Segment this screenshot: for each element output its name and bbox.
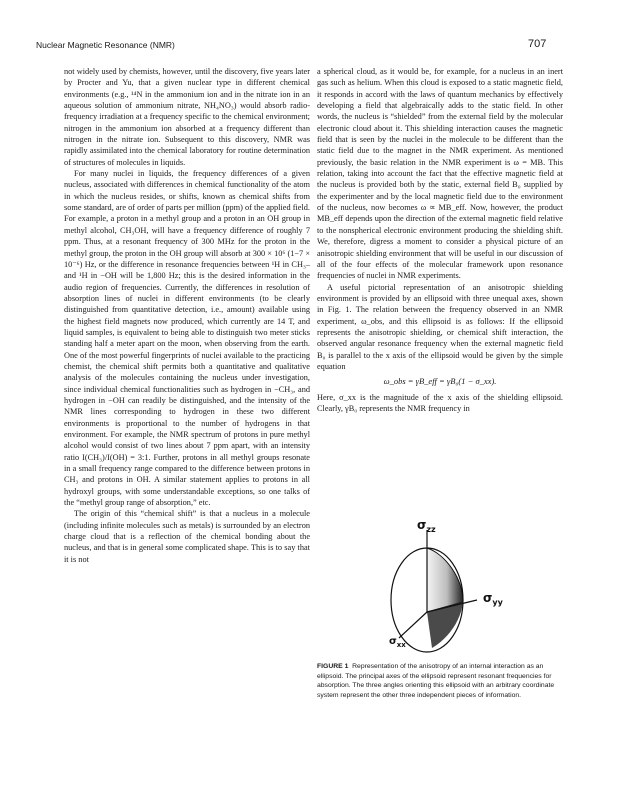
sigma-zz-label: $\sigma_{zz}$ <box>417 520 436 534</box>
paragraph: For many nuclei in liquids, the frequency differences of a given nucleus, associated with differences in chemical functionality of the atom in which the nucleus resides, or shifts, known as chemical shifts from some standard, are of order of parts per million (ppm) of the applied field. For example, a proton in a methyl group and a proton in an OH group in methyl alcohol, CH₃OH, will have a frequency difference of roughly 7 ppm. Thus, at a resonant frequency of 300 MHz for the proton in the methyl group, the proton in the OH group will absorb at 300 × 10⁶ (1−7 × 10⁻⁶) Hz, or the difference in resonance frequencies between ¹H in CH₃– and ¹H in −OH will be 1,800 Hz; this is the desired information in the audio region of frequencies. Currently, the differences in resolution of absorption lines of nuclei in different environments (to be clearly distinguished from quantitative detection, i.e., amount) available using the highest field magnets now produced, which currently are 14 T, and liquid samples, is equivalent to being able to distinguish two meter sticks standing half a meter apart on the moon, when observing from the earth. One of the most powerful fingerprints of nuclei available to the practicing chemist, the chemical shift permits both a quantitative and qualitative analysis of the molecules containing the nucleus under investigation, since individual chemical functionalities such as hydrogen in −CH₃, and hydrogen in −OH can readily be distinguished, and the intensity of the NMR lines corresponding to hydrogen in these two different environments is proportional to the number of hydrogens in that environment. For example, the NMR spectrum of protons in pure methyl alcohol would consist of two lines about 7 ppm apart, with an intensity ratio I(CH₃)/I(OH) = 3:1. Further, protons in all methyl groups resonate in a small frequency range compared to the difference between protons in CH₃ and protons in OH. A similar statement applies to protons in all hydroxyl groups, with some understandable exceptions, so one talks of the “methyl group range of absorption,” etc. <box>64 169 310 508</box>
page-number: 707 <box>528 38 547 50</box>
paragraph: A useful pictorial representation of an anisotropic shielding environment is provided by an ellipsoid with three unequal axes, shown in Fig. 1. The relation between the frequency observed in an NMR experiment, ω_obs, and this ellipsoid is as follows: If the ellipsoid represents the anisotropic shielding, or chemical shift interaction, the observed angular resonance frequency when the external magnetic field B₀ is parallel to the x axis of the ellipsoid would be given by the simple equation <box>317 282 563 371</box>
sigma-yy-label: $\sigma_{yy}$ <box>483 591 503 607</box>
left-column <box>64 66 310 565</box>
caption-title: FIGURE 1 <box>317 663 349 670</box>
paragraph: not widely used by chemists, however, until the discovery, five years later by Procter and Yu, that a given nuclear type in different chemical environments (e.g., ¹⁴N in the ammonium ion and in the nitrate ion in an aqueous solution of ammonium nitrate, NH₄NO₃) would absorb radio-frequency irradiation at a frequency specific to the chemical environment; nitrogen in the ammonium ion absorbed at a frequency different than nitrogen in the nitrate ion. Subsequent to this discovery, NMR was rapidly assimilated into the chemical laboratory for routine determination of structures of molecules in liquids. <box>64 67 310 167</box>
sigma-xx-label: $\sigma_{xx}$ <box>389 636 406 649</box>
right-column <box>317 66 563 414</box>
paragraph: a spherical cloud, as it would be, for example, for a nucleus in an inert gas such as helium. When this cloud is exposed to a static magnetic field, it responds in accord with the laws of quantum mechanics by effectively developing a field that algebraically adds to the static field. In other words, the nucleus is “shielded” from the external field by the molecular electronic cloud about it. This shielding interaction causes the magnetic field that is seen by the nuclei in the molecule to be different than the static field due to the magnet in the NMR experiment. As mentioned previously, the basic relation in the NMR experiment is ω = MB. This relation, taking into account the fact that the effective magnetic field at the nucleus is provided both by the static, external field B₀ supplied by the experimenter and by the local magnetic field due to the environment of the nucleus, now becomes ω ∝ MB_eff. Now, however, the product MB_eff depends upon the direction of the external magnetic field relative to the nonspherical electronic environment producing the shielding shift. We, therefore, digress a moment to consider a physical picture of an anisotropic shielding environment that will be useful in our discussion of all of the four effects of the molecular framework upon resonance frequencies of nuclei in NMR experiments. <box>317 67 563 281</box>
caption-text: Representation of the anisotropy of an internal interaction as an ellipsoid. The principal axes of the ellipsoid represent resonant frequencies for absorption. The three angles orienting this ellipsoid with an arbitrary coordinate system represent the other three independent pieces of information. <box>317 663 555 699</box>
figure-ellipsoid <box>317 520 567 655</box>
ellipsoid-diagram <box>317 520 567 655</box>
running-title: Nuclear Magnetic Resonance (NMR) <box>36 40 175 50</box>
figure-caption <box>317 662 561 700</box>
equation: ω_obs = γB_eff = γB₀(1 − σ_xx). <box>383 376 497 387</box>
paragraph: Here, σ_xx is the magnitude of the x axis of the shielding ellipsoid. Clearly, γB₀ represents the NMR frequency in <box>317 392 563 413</box>
paragraph: The origin of this “chemical shift” is that a nucleus in a molecule (including infinite molecules such as metals) is surrounded by an electron charge cloud that is a reflection of the chemical bonding about the nucleus, and that is in general some complicated shape. This is to say that it is not <box>64 509 310 564</box>
